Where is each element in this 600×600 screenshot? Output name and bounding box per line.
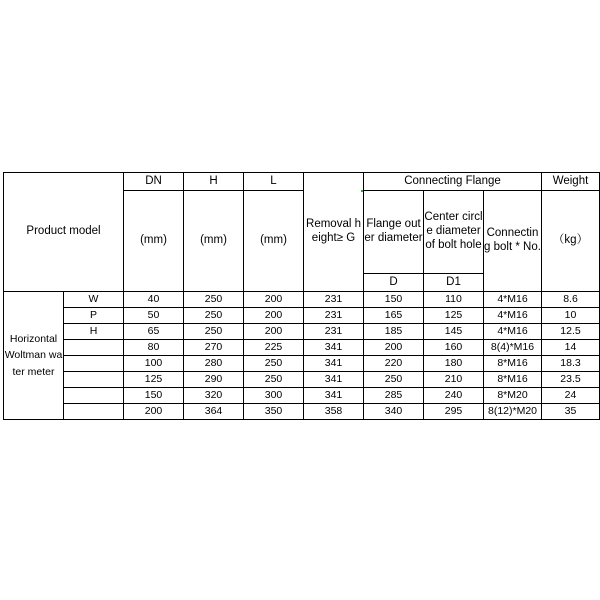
cell-d: 220 <box>364 356 424 372</box>
header-center-circle-diameter: Center circle diameter of bolt hole <box>424 191 484 274</box>
cell-l: 200 <box>244 324 304 340</box>
header-l: L <box>244 173 304 191</box>
cell-h: 320 <box>184 388 244 404</box>
table-row <box>4 340 600 356</box>
cell-d: 150 <box>364 292 424 308</box>
cell-dn: 50 <box>124 308 184 324</box>
cell-d: 165 <box>364 308 424 324</box>
cell-weight: 14 <box>542 340 600 356</box>
cell-d1: 125 <box>424 308 484 324</box>
cell-h: 270 <box>184 340 244 356</box>
model-code-cell: W <box>64 292 124 308</box>
spec-table <box>3 172 600 420</box>
header-dn-unit: (mm) <box>124 191 184 292</box>
cell-l: 250 <box>244 372 304 388</box>
cell-g: 231 <box>304 292 364 308</box>
cell-h: 250 <box>184 324 244 340</box>
cell-d1: 110 <box>424 292 484 308</box>
cell-dn: 40 <box>124 292 184 308</box>
cell-d1: 240 <box>424 388 484 404</box>
model-code-cell <box>64 356 124 372</box>
header-weight: Weight <box>542 173 600 191</box>
header-d: D <box>364 274 424 292</box>
header-weight-unit: （kg） <box>542 191 600 292</box>
header-h: H <box>184 173 244 191</box>
model-code-cell <box>64 372 124 388</box>
cell-weight: 18.3 <box>542 356 600 372</box>
header-flange-outer-diameter: Flange outer diameter <box>364 191 424 274</box>
cell-bolt: 8*M16 <box>484 372 542 388</box>
cell-d: 250 <box>364 372 424 388</box>
header-connecting-flange: Connecting Flange <box>364 173 542 191</box>
cell-bolt: 8(4)*M16 <box>484 340 542 356</box>
table-row <box>4 372 600 388</box>
cell-dn: 125 <box>124 372 184 388</box>
cell-bolt: 4*M16 <box>484 292 542 308</box>
table-row <box>4 324 600 340</box>
cell-h: 290 <box>184 372 244 388</box>
cell-l: 200 <box>244 292 304 308</box>
header-row-top <box>4 173 600 191</box>
model-code-cell <box>64 404 124 420</box>
cell-l: 350 <box>244 404 304 420</box>
cell-h: 364 <box>184 404 244 420</box>
model-code-cell: H <box>64 324 124 340</box>
cell-weight: 24 <box>542 388 600 404</box>
cell-bolt: 8*M16 <box>484 356 542 372</box>
header-product-model: Product model <box>4 173 124 292</box>
cell-d1: 210 <box>424 372 484 388</box>
cell-d: 185 <box>364 324 424 340</box>
cell-d1: 145 <box>424 324 484 340</box>
cell-weight: 23.5 <box>542 372 600 388</box>
cell-d: 285 <box>364 388 424 404</box>
cell-l: 300 <box>244 388 304 404</box>
header-connecting-bolt: Connecting bolt * No. <box>484 191 542 292</box>
cell-bolt: 8*M20 <box>484 388 542 404</box>
cell-d1: 180 <box>424 356 484 372</box>
header-dn: DN <box>124 173 184 191</box>
header-h-unit: (mm) <box>184 191 244 292</box>
cell-dn: 80 <box>124 340 184 356</box>
cell-h: 280 <box>184 356 244 372</box>
cell-g: 341 <box>304 356 364 372</box>
cell-weight: 35 <box>542 404 600 420</box>
cell-bolt: 8(12)*M20 <box>484 404 542 420</box>
cell-bolt: 4*M16 <box>484 324 542 340</box>
cell-weight: 10 <box>542 308 600 324</box>
cell-dn: 100 <box>124 356 184 372</box>
cell-g: 341 <box>304 388 364 404</box>
model-name-cell: Horizontal Woltman water meter <box>4 292 64 420</box>
model-code-cell <box>64 340 124 356</box>
header-d1: D1 <box>424 274 484 292</box>
cell-marker <box>361 190 363 192</box>
cell-d1: 295 <box>424 404 484 420</box>
cell-g: 231 <box>304 308 364 324</box>
model-code-cell <box>64 388 124 404</box>
cell-g: 341 <box>304 340 364 356</box>
cell-h: 250 <box>184 292 244 308</box>
cell-d: 340 <box>364 404 424 420</box>
model-code-cell: P <box>64 308 124 324</box>
cell-l: 250 <box>244 356 304 372</box>
cell-l: 225 <box>244 340 304 356</box>
table-row <box>4 308 600 324</box>
cell-l: 200 <box>244 308 304 324</box>
cell-h: 250 <box>184 308 244 324</box>
table-row <box>4 356 600 372</box>
table-row <box>4 292 600 308</box>
table-row <box>4 404 600 420</box>
header-l-unit: (mm) <box>244 191 304 292</box>
cell-g: 231 <box>304 324 364 340</box>
cell-bolt: 4*M16 <box>484 308 542 324</box>
cell-weight: 8.6 <box>542 292 600 308</box>
cell-d1: 160 <box>424 340 484 356</box>
cell-d: 200 <box>364 340 424 356</box>
cell-g: 358 <box>304 404 364 420</box>
cell-dn: 65 <box>124 324 184 340</box>
cell-dn: 200 <box>124 404 184 420</box>
table-row <box>4 388 600 404</box>
cell-dn: 150 <box>124 388 184 404</box>
table-body <box>4 292 600 420</box>
cell-g: 341 <box>304 372 364 388</box>
header-removal-height: Removal height≥ G <box>304 173 364 292</box>
cell-weight: 12.5 <box>542 324 600 340</box>
